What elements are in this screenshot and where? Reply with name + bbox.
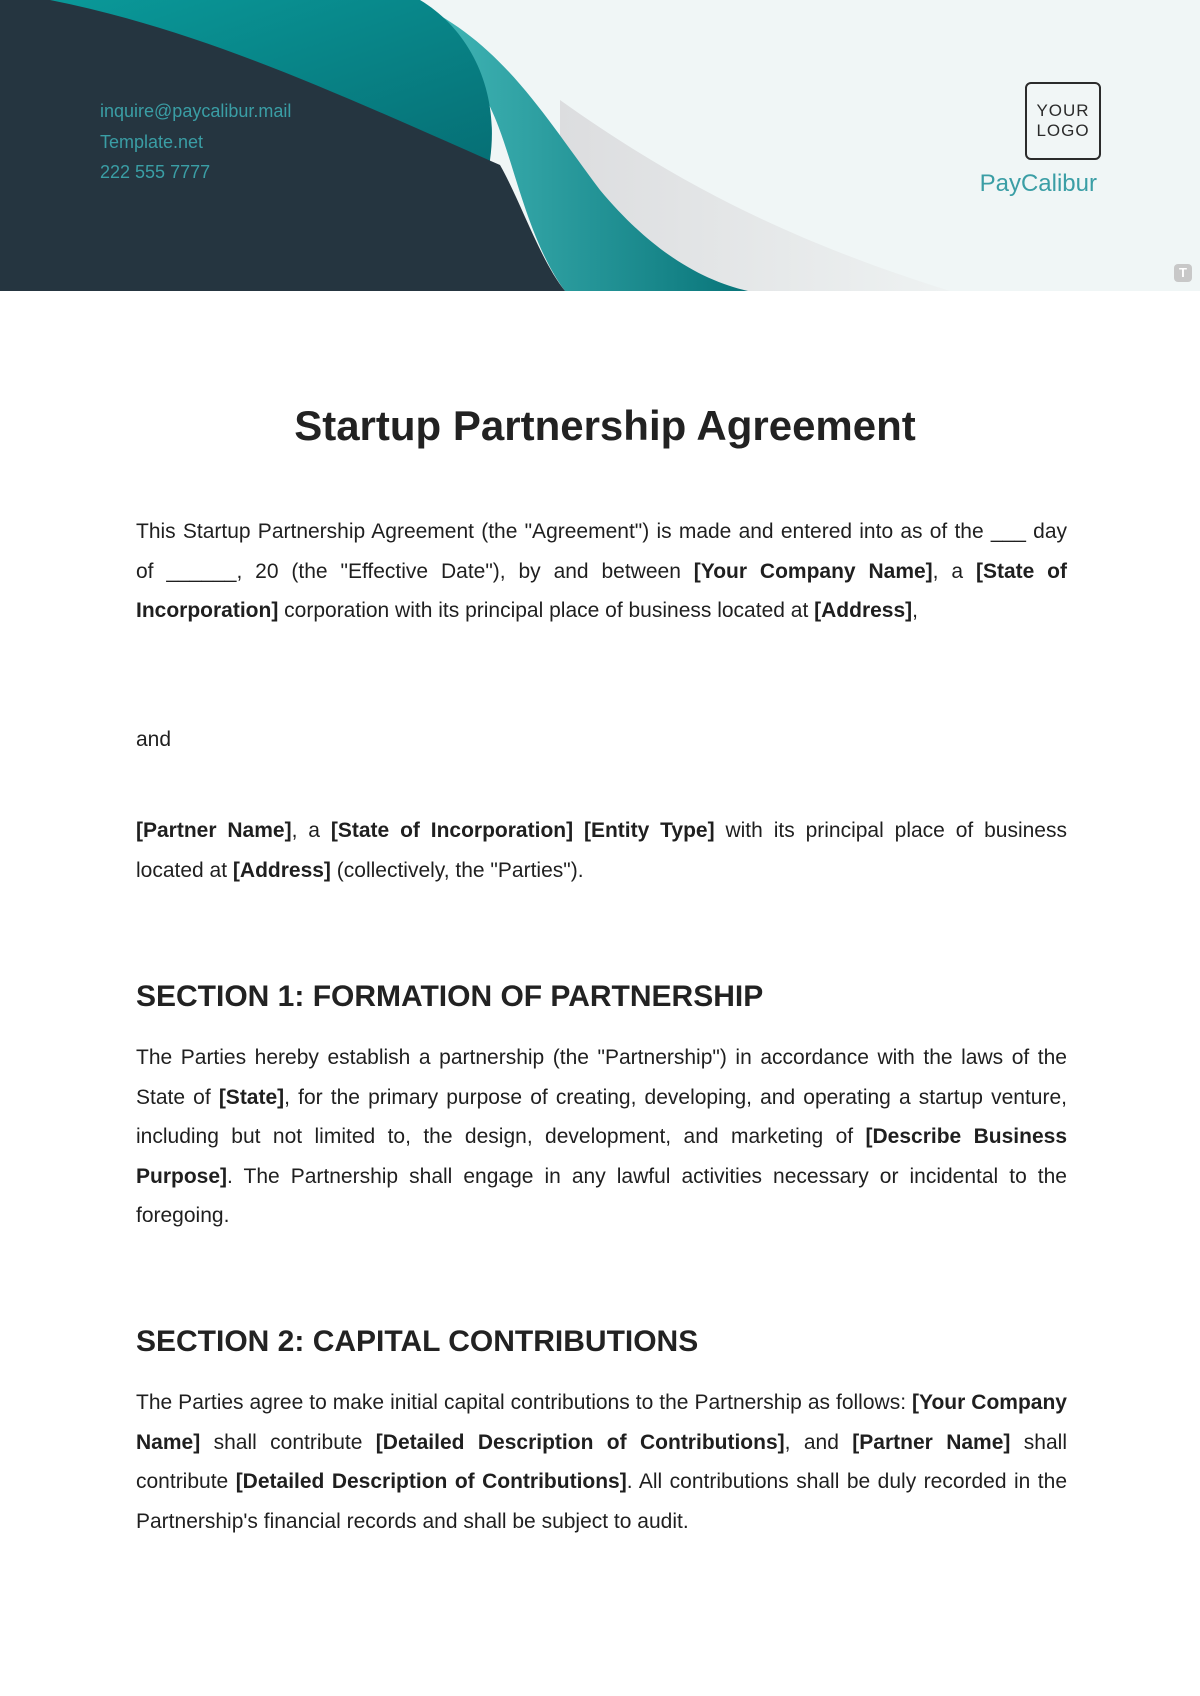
text-segment: . All contributions shall be duly recorded in the Partnership's financial records and shall be subject to audit. (136, 1470, 1067, 1533)
logo-placeholder (1025, 82, 1101, 160)
placeholder-field: [Describe Business Purpose] (136, 1125, 1068, 1188)
intro-paragraph (136, 512, 1067, 631)
placeholder-field: [State] (218, 1085, 285, 1109)
section1-heading: SECTION 1: FORMATION OF PARTNERSHIP (136, 980, 764, 1013)
section2-paragraph (136, 1383, 1067, 1541)
placeholder-field: [Address] (814, 599, 913, 622)
contact-email[interactable]: inquire@paycalibur.mail (100, 101, 292, 121)
placeholder-field: [State of Incorporation] [Entity Type] (330, 819, 715, 842)
brand-name: PayCalibur (979, 170, 1097, 197)
text-segment: with its principal place of business located at (136, 819, 1067, 882)
and-text: and (136, 728, 172, 751)
text-segment: The Parties hereby establish a partnership (the "Partnership") in accordance with the laws of the State of (136, 1046, 1067, 1109)
placeholder-field: [State of Incorporation] (136, 559, 1067, 622)
section2-heading: SECTION 2: CAPITAL CONTRIBUTIONS (136, 1325, 699, 1358)
placeholder-field: [Detailed Description of Contributions] (375, 1430, 785, 1454)
text-segment: , (912, 599, 918, 622)
logo-line2: LOGO (1036, 121, 1090, 140)
placeholder-field: [Your Company Name] (693, 559, 933, 583)
template-badge-icon: T (1174, 264, 1192, 282)
text-segment: , a (291, 819, 331, 842)
text-segment: , for the primary purpose of creating, developing, and operating a startup venture, including but not limited to, the design, development, and marketing of (136, 1085, 1067, 1148)
placeholder-field: [Partner Name] (136, 819, 292, 842)
text-segment: corporation with its principal place of business located at (278, 599, 815, 622)
letterhead-banner (0, 0, 1200, 291)
text-segment: shall contribute (200, 1430, 376, 1454)
text-segment: (collectively, the "Parties"). (330, 858, 584, 882)
text-segment: , and (784, 1430, 853, 1454)
contact-phone: 222 555 7777 (100, 162, 211, 182)
placeholder-field: [Detailed Description of Contributions] (235, 1470, 627, 1493)
placeholder-field: [Address] (232, 858, 331, 882)
text-segment: The Parties agree to make initial capital contributions to the Partnership as follows: (136, 1391, 913, 1414)
text-segment: This Startup Partnership Agreement (the "Agreement") is made and entered into as of the ___ day of ______, 20 (the "Effective Date"), by and between (136, 520, 1067, 583)
placeholder-field: [Partner Name] (852, 1430, 1011, 1454)
text-segment: , a (932, 559, 976, 583)
text-segment: . The Partnership shall engage in any lawful activities necessary or incidental to the foregoing. (136, 1164, 1067, 1227)
contact-website[interactable]: Template.net (100, 132, 204, 152)
document-title: Startup Partnership Agreement (294, 402, 916, 449)
placeholder-field: [Your Company Name] (136, 1391, 1067, 1454)
partner-paragraph (136, 811, 1067, 890)
text-segment: shall contribute (136, 1430, 1067, 1493)
logo-line1: YOUR (1036, 101, 1090, 120)
section1-paragraph (136, 1038, 1067, 1236)
